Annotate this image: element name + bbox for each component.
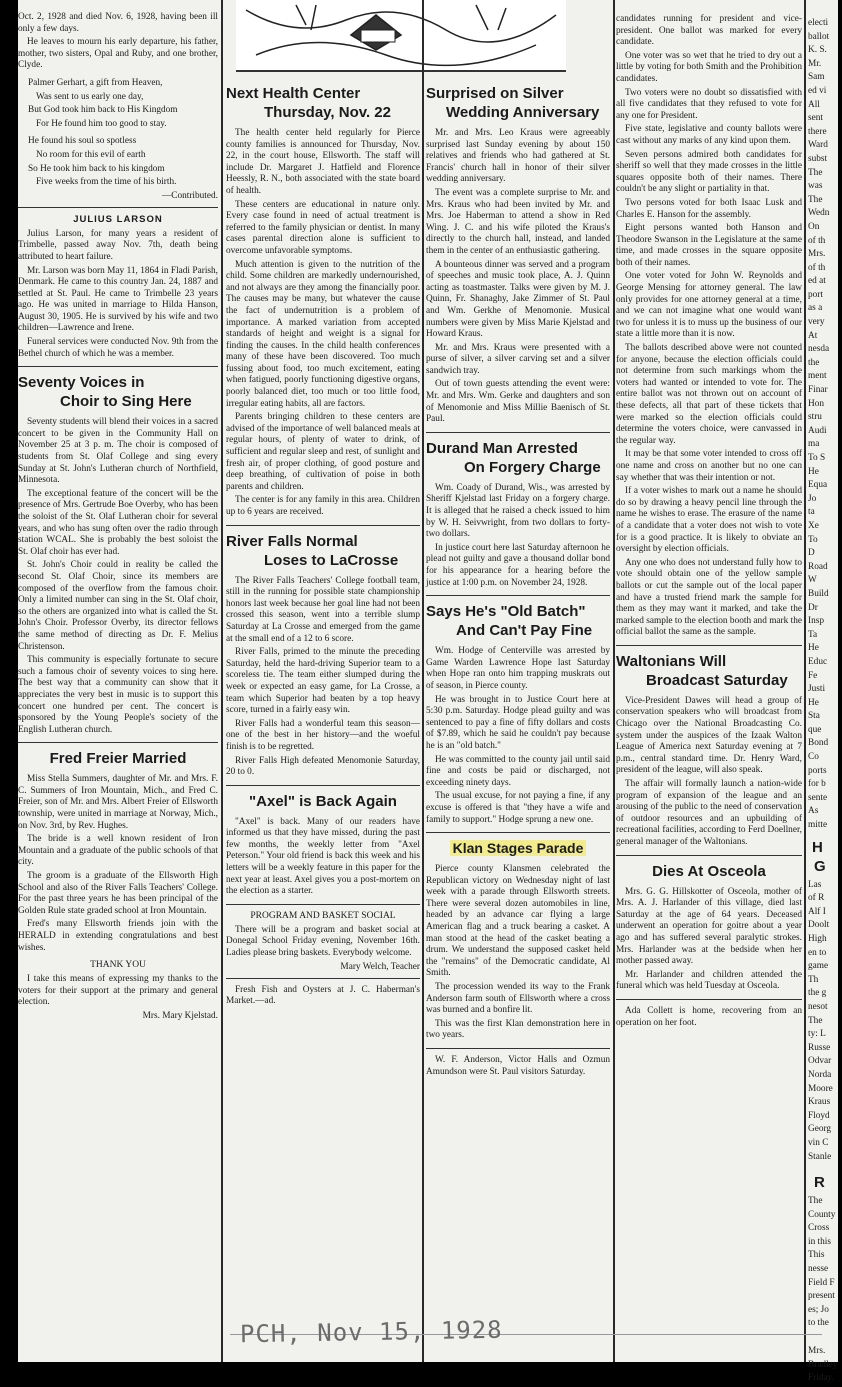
edge-line: Sam [808, 72, 825, 83]
headline-line-1: River Falls Normal [226, 532, 358, 550]
kraus-paragraph-1: Mr. and Mrs. Leo Kraus were agreeably surprised last Sunday evening by about 150 relatives and friends who had gathered at St. Francis' church hall in honor of their silver wedding anniversary. [426, 128, 610, 185]
newspaper-clipping [18, 0, 838, 1384]
headline-line-2: On Forgery Charge [464, 458, 601, 476]
handwritten-date-annotation: PCH, Nov 15, 1928 [239, 1315, 503, 1349]
waltonians-paragraph-2: The affair will formally launch a nation-wide program of expansion of the league and an arousing of the public to the need of conservation of outdoor resources and an upbuilding of recreational facilities, according to Ferd Doellner, general manager of the Waltonians. [616, 779, 802, 847]
edge-line: Fe [808, 670, 818, 681]
poem-line: But God took him back to His Kingdom [28, 105, 178, 116]
edge-line: Stanle [808, 1151, 832, 1162]
edge-line: of th [808, 262, 826, 273]
ballot-paragraph-4: Seven persons admired both candidates for sheriff so well that they made crosses in the little squares opposite both of their names. There couldn't be any slight or partiality in that. [616, 149, 802, 195]
edge-line: Las [808, 879, 822, 890]
edge-line: Doolt [808, 920, 830, 931]
osceola-paragraph-1: Mrs. G. G. Hillskotter of Osceola, mother of Mrs. A. J. Harlander of this village, died last Saturday at the age of 64 years. Deceased underwent an operation for goitre about a year ago and has suffered several paralytic strokes. Mrs. Harlander was at the bedside when her mother passed away. [616, 886, 802, 967]
divider [426, 595, 610, 596]
headline-line-1: Waltonians Will [616, 652, 727, 670]
poem-line: No room for this evil of earth [36, 149, 146, 160]
edge-line: The [808, 1196, 823, 1207]
headline-line-2: Choir to Sing Here [60, 393, 192, 411]
edge-line: sent [808, 113, 823, 124]
ballot-paragraph-5: Two persons voted for both Isaac Lusk and Charles E. Hanson for the assembly. [616, 197, 802, 220]
river-falls-paragraph-1: The River Falls Teachers' College football team, still in the running for possible state championship honors last week because her goal line had not been crossed this season, went into a terrible slump Saturday at La Crosse and emerged from the game at the small end of a 12 to 6 score. [226, 575, 420, 644]
edge-line: County [808, 1209, 836, 1220]
headline-line-2: Thursday, Nov. 22 [264, 104, 391, 121]
divider [18, 366, 218, 367]
waltonians-headline [616, 652, 802, 690]
edge-line: The [808, 167, 823, 178]
edge-line: To S [808, 453, 826, 463]
edge-line: Justi [808, 684, 826, 695]
collett-paragraph: Ada Collett is home, recovering from an operation on her foot. [616, 1005, 802, 1028]
edge-line: Floyd [808, 1110, 830, 1121]
edge-line: W [808, 575, 817, 586]
edge-line: Finar [808, 385, 828, 396]
edge-line: Bradley [808, 1359, 838, 1370]
edge-line: He [808, 466, 819, 477]
freier-paragraph-3: The groom is a graduate of the Ellsworth High School and also of the River Falls Teachers' College. For the past three years he has been principal of the Golden Rule state graded school at Iron Mountain. [18, 871, 218, 916]
kraus-paragraph-4: Mr. and Mrs. Kraus were presented with a purse of silver, a silver carving set and a silver sandwich tray. [426, 342, 610, 376]
larson-paragraph-2: Mr. Larson was born May 11, 1864 in Fladi Parish, Denmark. He came to this country Jan. 24, 1887 and settled at St. Paul. He came to Trimbelle 23 years ago. He was united in marriage to Hilda Hanson, August 30, 1905. He is survived by his wife and two children—Lawrence and Irene. [18, 265, 218, 334]
basket-social-paragraph: There will be a program and basket social at Donegal School Friday evening, November 16th. Ladies please bring baskets. Everybody welcome. [226, 924, 420, 959]
edge-line: Audi [808, 425, 827, 436]
column-2 [226, 80, 420, 1010]
health-paragraph-3: Much attention is given to the nutrition of the child. Some children are markedly undernourished, and not always are they among the financially poor. The causes may be many, but whatever the cause the fact of undernutrition is a problem of importance. A marked variation from accepted standards of height and weight is a signal for finding the causes. In the child health conferences many of these have been discovered. Too much fussing about food, too much excitement, eating when fatigued, poorly functioning digestive organs, poorly balanced diet, too much or too little food, irregular eating habits, all are factors. [226, 259, 420, 409]
edge-line: He [808, 643, 819, 654]
poem-stanza-1 [28, 78, 218, 130]
old-batch-headline [426, 602, 610, 640]
column-rule [221, 0, 223, 1362]
column-rule [422, 0, 424, 1362]
river-falls-headline [226, 532, 420, 570]
edge-line: The [808, 1015, 823, 1026]
ballot-paragraph-2: Two voters were no doubt so dissatisfied with all five candidates that they refused to vote for any one for President. [616, 87, 802, 121]
poem-line: Five weeks from the time of his birth. [36, 177, 177, 188]
edge-line: for b [808, 779, 826, 790]
ballot-paragraph-1: One voter was so wet that he tried to dry out a little by voting for both Smith and the Prohibition candidates. [616, 50, 802, 84]
axel-paragraph: "Axel" is back. Many of our readers have informed us that they have missed, during the past few months, the weekly letter from "Axel Peterson." Your old friend is back this week and his letters will be a weekly feature in this paper for the next year at least. Axel gives you a post-mortem on the election as a starter. [226, 816, 420, 897]
edge-line: Ta [808, 629, 818, 640]
cartoon-fragment [236, 0, 566, 72]
edge-line: of R [808, 893, 825, 904]
edge-line: Mrs. [808, 249, 826, 260]
poem-line: So He took him back to his kingdom [28, 163, 165, 174]
ballot-paragraph-3: Five state, legislative and county ballots were cast without any marks of any kind upon them. [616, 124, 802, 146]
health-paragraph-4: Parents bringing children to these centers are advised of the importance of well balanced meals at regular hours, of plenty of water to drink, of sufficient and regular sleep and rest, of sunlight and fresh air, of proper clothing, of good posture and deep breathing, of cultivation of poise in both parents and children. [226, 412, 420, 492]
ballot-paragraph-7: One voter voted for John W. Reynolds and George Mensing for attorney general. The law only provides for one attorney general at a time, and we can not imagine what one would want two for unless it is to muss up the business of our state a little more than it is now. [616, 271, 802, 340]
headline-line-2: And Can't Pay Fine [456, 622, 593, 640]
divider [18, 207, 218, 208]
edge-line: ment [808, 371, 827, 382]
waltonians-paragraph-1: Vice-President Dawes will head a group of conservation speakers who will broadcast from Chicago over the National Broadcasting Co. system under the auspices of the Izaak Walton League of America next Saturday evening at 7 p.m., central standard time. Dr. Henry Ward, president of the league, will also speak. [616, 695, 802, 776]
klan-paragraph-1: Pierce county Klansmen celebrated the Republican victory on Wednesday night of last week with a parade through Ellsworth streets. There were several dozen automobiles in line, headed by an advance car flying a large American flag and a truck bearing a casket. A man stood at the head of the casket beating a drum. We understand the supposed casket held the "remains" of the Democratic candidate, Al Smith. [426, 864, 610, 979]
edge-line: Th [808, 974, 819, 985]
kraus-paragraph-5: Out of town guests attending the event were: Mr. and Mrs. Wm. Gerke and daughters and son of Menomonie and Miss Millie Baenisch of St. Paul. [426, 379, 610, 425]
poem-line: For He found him too good to stay. [36, 118, 167, 129]
obituary-intro: Oct. 2, 1928 and died Nov. 6, 1928, having been ill only a few days. [18, 12, 218, 34]
durand-paragraph-1: Wm. Coady of Durand, Wis., was arrested by Sheriff Kjelstad last Friday on a forgery charge. It is alleged that he raised a check issued to him by W. H. Seivwright, from two dollars to forty-two dollars. [426, 482, 610, 540]
edge-line: ty: L [808, 1029, 826, 1040]
kraus-headline [426, 84, 610, 122]
edge-line: On [808, 221, 820, 232]
edge-line: in this [808, 1236, 831, 1247]
edge-line: ports [808, 765, 827, 776]
divider [226, 978, 420, 979]
freier-paragraph-4: Fred's many Ellsworth friends join with the HERALD in extending congratulations and best wishes. [18, 919, 218, 953]
edge-line: there [808, 126, 827, 137]
old-batch-paragraph-3: He was committed to the county jail until said fine and costs be paid or discharged, not exceeding ninety days. [426, 754, 610, 788]
edge-line: Field F [808, 1277, 835, 1288]
column-rule [804, 0, 806, 1362]
edge-line: sente [808, 792, 828, 803]
river-falls-paragraph-4: River Falls High defeated Menomonie Saturday, 20 to 0. [226, 755, 420, 778]
column-5-edge [808, 18, 838, 1387]
edge-line: port [808, 289, 823, 300]
klan-headline [426, 839, 610, 858]
edge-line: the g [808, 988, 827, 999]
headline-line-1: Next Health Center [226, 85, 361, 102]
divider [616, 999, 802, 1000]
edge-line: Bond [808, 738, 829, 749]
freier-paragraph-1: Miss Stella Summers, daughter of Mr. and Mrs. F. C. Summers of Iron Mountain, Mich., and Fred C. Freier, son of Mr. and Mrs. Albert Freier of Ellsworth township, were united in marriage at Norway, Mich., on Nov. 3rd, by Rev. Hughes. [18, 774, 218, 831]
headline-line-1: Durand Man Arrested [426, 439, 578, 457]
edge-line: Build [808, 588, 829, 599]
edge-lines-group [808, 18, 838, 832]
river-falls-paragraph-3: River Falls had a wonderful team this season—one of the best in her history—and the woeful finish is to be regretted. [226, 718, 420, 752]
health-paragraph-2: These centers are educational in nature only. Every case found in need of actual treatment is referred to the family physician or dentist. In many cases parental direction alone is sufficient to overcome unfavorable symptoms. [226, 199, 420, 256]
choir-headline [18, 373, 218, 411]
edge-line: K. S. [808, 45, 827, 56]
edge-line: Sta [808, 711, 820, 722]
basket-social-signature: Mary Welch, Teacher [340, 961, 420, 972]
column-1 [18, 12, 218, 1021]
old-batch-paragraph-2: He was brought in to Justice Court here at 5:30 p.m. Saturday. Hodge plead guilty and was sentenced to pay a fine of fifty dollars and costs of $7.89, which he said he couldn't pay because he is an "old batch." [426, 694, 610, 751]
edge-line: He [808, 697, 819, 708]
edge-line: Dr [808, 602, 818, 613]
obituary-survivors: He leaves to mourn his early departure, his father, mother, two sisters, Opal and Ruby, and one brother, Clyde. [18, 37, 218, 71]
edge-line: Wedn [808, 208, 830, 219]
poem-line: Palmer Gerhart, a gift from Heaven, [28, 77, 163, 88]
edge-line: subst [808, 153, 828, 164]
old-batch-paragraph-1: Wm. Hodge of Centerville was arrested by Game Warden Lawrence Hope last Saturday when Hope ran onto him trapping muskrats out of season, in Pierce county. [426, 646, 610, 691]
edge-line: was [808, 181, 823, 192]
divider [18, 742, 218, 743]
divider [426, 1048, 610, 1049]
headline-line-1: Surprised on Silver [426, 85, 564, 102]
poem-line: Was sent to us early one day, [36, 91, 144, 102]
headline-line-1: Says He's "Old Batch" [426, 603, 586, 621]
edge-line: To [808, 534, 818, 545]
freier-headline: Fred Freier Married [49, 750, 187, 768]
thank-you-headline: THANK YOU [90, 960, 146, 971]
edge-line: This [808, 1250, 825, 1261]
edge-line: Co [808, 752, 819, 763]
edge-line: Georg [808, 1124, 832, 1135]
headline-line-2: Broadcast Saturday [646, 671, 788, 689]
divider [226, 785, 420, 786]
fish-ad: Fresh Fish and Oysters at J. C. Haberman's Market.—ad. [226, 984, 420, 1007]
choir-paragraph-1: Seventy students will blend their voices in a sacred concert to be given in the Community Hall on November 25 at 3 p. m. The choir is composed of students from St. Olaf College and sing every Sunday at St. John's Lutheran church of Northfield, Minnesota. [18, 417, 218, 486]
divider [226, 904, 420, 905]
choir-paragraph-3: St. John's Choir could in reality be called the second St. Olaf Choir, since its members are composed of the overflow from the famous choir. Only a limited number can sing in the St. Olaf choir, so the others are organized into what is called the St. John's Choir. Professor Overby, its director fellows the same method of directing as Dr. F. Melius Christenson. [18, 560, 218, 652]
choir-paragraph-2: The exceptional feature of the concert will be the presence of Mrs. Gertrude Boe Overby, who has been the soloist of the St. Olaf Lutheran choir for several years, and who has sung often over the radio through station WCAL. She is probably the best soloist the St. Olaf choir has ever had. [18, 488, 218, 557]
visitors-paragraph: W. F. Anderson, Victor Halls and Ozmun Amundson were St. Paul visitors Saturday. [426, 1055, 610, 1077]
edge-line: ballot [808, 31, 830, 42]
edge-line: Odvar [808, 1056, 832, 1067]
basket-social-headline: PROGRAM AND BASKET SOCIAL [250, 910, 396, 921]
edge-line: Alf I [808, 906, 826, 917]
edge-line: The [808, 194, 823, 205]
edge-line: Insp [808, 616, 825, 627]
edge-headline-g: G [814, 857, 826, 875]
edge-line: Jo [808, 493, 817, 504]
edge-headline-h: H [812, 838, 823, 856]
edge-line: All [808, 99, 820, 110]
larson-headline: JULIUS LARSON [73, 213, 163, 225]
river-falls-paragraph-2: River Falls, primed to the minute the preceding Saturday, held the hard-driving Superior team to a scoreless tie. The team either slumped during the week or expected an easy game, for La Crosse, a team which Superior had beaten by a top heavy score, turned in a fairly easy win. [226, 647, 420, 716]
divider [616, 645, 802, 646]
edge-line: Norda [808, 1069, 832, 1080]
edge-line: stru [808, 412, 822, 423]
durand-paragraph-2: In justice court here last Saturday afternoon he plead not guilty and gave a thousand dollar bond for his appearance for a hearing before the justice at 1:00 p.m. on November 24, 1928. [426, 542, 610, 588]
edge-lines-group-3 [808, 1196, 838, 1330]
old-batch-paragraph-4: The usual excuse, for not paying a fine, if any excuse is offered is that "they have a wife and family to support." Hodge sprung a new one. [426, 791, 610, 825]
poem-signature: —Contributed. [161, 190, 218, 201]
edge-lines-group-2 [808, 880, 838, 1163]
klan-paragraph-2: The procession wended its way to the Frank Anderson farm south of Ellsworth where a cross was burned and a bonfire lit. [426, 982, 610, 1016]
cartoon-drawing [236, 0, 566, 70]
edge-line: nesse [808, 1264, 829, 1275]
kraus-paragraph-2: The event was a complete surprise to Mr. and Mrs. Kraus who had been invited by Mr. and Mrs. Joe Haberman to attend a show in Red Wing. J. C. and his wife piloted the Kraus's directly to the church hall, instead, and landed them in the center of an enthusiastic gathering. [426, 187, 610, 256]
ballot-paragraph-9: It may be that some voter intended to cross off one name and cross on another but no one can say whether that was their intention or not. [616, 449, 802, 483]
edge-line: Cross [808, 1223, 830, 1234]
edge-lines-group-4 [808, 1346, 838, 1385]
larson-paragraph-3: Funeral services were conducted Nov. 9th from the Bethel church of which he was a member. [18, 337, 218, 359]
poem-line: He found his soul so spotless [28, 136, 137, 147]
edge-line: Kraus [808, 1097, 831, 1108]
edge-line: At [808, 330, 818, 341]
edge-line: Educ [808, 656, 828, 667]
edge-line: Friday. [808, 1373, 834, 1384]
edge-line: que [808, 724, 822, 735]
ballot-paragraph-0: candidates running for president and vice-president. One ballot was marked for every candidate. [616, 14, 802, 48]
osceola-headline: Dies At Osceola [652, 862, 766, 880]
edge-line: Mr. [808, 58, 822, 69]
divider [226, 525, 420, 526]
edge-line: ed vi [808, 85, 827, 96]
choir-paragraph-4: This community is especially fortunate to secure such a famous choir of seventy voices to sing here. The best way that a community can show that it appreciates the very best in music is to support this concert one hundred per cent. The concert is sponsored by the Young People's society of the English Lutheran church. [18, 655, 218, 735]
edge-line: as a [808, 303, 823, 314]
edge-line: As [808, 806, 819, 817]
column-4 [616, 14, 802, 1031]
edge-line: Hon [808, 398, 825, 409]
durand-headline [426, 439, 610, 477]
edge-line: Equa [808, 480, 828, 491]
divider [426, 432, 610, 433]
edge-line: vin C [808, 1137, 829, 1148]
poem-stanza-2 [28, 136, 218, 188]
edge-line: Moore [808, 1083, 833, 1094]
column-rule [613, 0, 615, 1362]
edge-line: ta [808, 507, 815, 518]
edge-line: ed at [808, 276, 826, 287]
ballot-paragraph-6: Eight persons wanted both Hanson and Theodore Swanson in the Legislature at the same time, and made crosses in the square opposite both of their names. [616, 223, 802, 268]
health-center-headline [226, 84, 420, 122]
headline-line-1: Seventy Voices in [18, 374, 145, 392]
edge-line: Road [808, 561, 828, 572]
edge-line: electi [808, 18, 829, 28]
health-paragraph-5: The center is for any family in this area. Children up to 6 years are received. [226, 495, 420, 517]
edge-line: High [808, 934, 827, 944]
axel-headline: "Axel" is Back Again [249, 792, 397, 810]
edge-line: nesda [808, 344, 830, 355]
headline-line-2: Loses to LaCrosse [264, 551, 399, 569]
column-3 [426, 80, 610, 1080]
freier-paragraph-2: The bride is a well known resident of Iron Mountain and a graduate of the public schools of that city. [18, 834, 218, 868]
edge-line: the [808, 357, 820, 368]
edge-line: en to [808, 947, 827, 958]
ballot-paragraph-10: If a voter wishes to mark out a name he should do so by drawing a heavy pencil line through the name he wishes to erase. The erasure of the name of a candidate that a voter does not wish to vote for is a good practice. It is likely to obviate an oversight by election officials. [616, 486, 802, 555]
highlighted-headline: Klan Stages Parade [450, 840, 587, 856]
health-paragraph-1: The health center held regularly for Pierce county families is announced for Thursday, Nov. 22, in the court house, Ellsworth. The staff will include Dr. Margaret J. Hatfield and Florence Heessly, R. N., both associated with the state board of health. [226, 128, 420, 196]
kraus-paragraph-3: A bounteous dinner was served and a program of speeches and music took place, A. J. Quinn acting as toastmaster. Talks were given by M. J. Quinn, Fr. Shanaghy, Jake Zimmer of St. Paul and Wm. Gerkhe of Menomonie. Musical numbers were given by Miss Marie Kjelstad and Howard Kraus. [426, 259, 610, 340]
klan-paragraph-3: This was the first Klan demonstration here in two years. [426, 1018, 610, 1041]
edge-line: mitte [808, 820, 828, 831]
divider [426, 832, 610, 833]
edge-line: to the [808, 1318, 829, 1329]
edge-line: es; Jo [808, 1304, 829, 1315]
edge-line: Ward [808, 140, 828, 151]
ballot-paragraph-8: The ballots described above were not counted for anyone, because the election officials could not determine from such markings whom the voters had wanted or intended to vote for. The entire ballot was not thrown out on account of these defects, all that part of these tickets that were marked so the election officials could determine the voters choice, were canvassed in the regular way. [616, 343, 802, 446]
edge-line: of th [808, 235, 826, 246]
ballot-paragraph-11: Any one who does not understand fully how to vote should obtain one of the yellow sample ballots or cut the sample out of the local paper and have a trusted friend mark the sample for them as they may want it marked, and take the marked sample to the election booth and mark the official ballot the same as the sample. [616, 557, 802, 638]
thank-you-signature: Mrs. Mary Kjelstad. [142, 1010, 218, 1021]
headline-line-2: Wedding Anniversary [446, 104, 600, 121]
larson-paragraph-1: Julius Larson, for many years a resident of Trimbelle, passed away Nov. 7th, death being attributed to heart failure. [18, 228, 218, 262]
osceola-paragraph-2: Mr. Harlander and children attended the funeral which was held Tuesday at Osceola. [616, 969, 802, 992]
edge-line: very [808, 317, 825, 328]
divider [616, 855, 802, 856]
edge-line: game [808, 961, 829, 972]
edge-headline-r: R [814, 1174, 825, 1192]
thank-you-paragraph: I take this means of expressing my thanks to the voters for their support at the primary and general election. [18, 974, 218, 1008]
edge-line: nesot [808, 1001, 828, 1012]
edge-line: D [808, 548, 815, 559]
edge-line: ma [808, 439, 820, 450]
edge-line: present [808, 1291, 835, 1302]
edge-line: Xe [808, 520, 819, 531]
edge-line: Mrs. [808, 1346, 826, 1357]
edge-line: Russe [808, 1042, 831, 1053]
